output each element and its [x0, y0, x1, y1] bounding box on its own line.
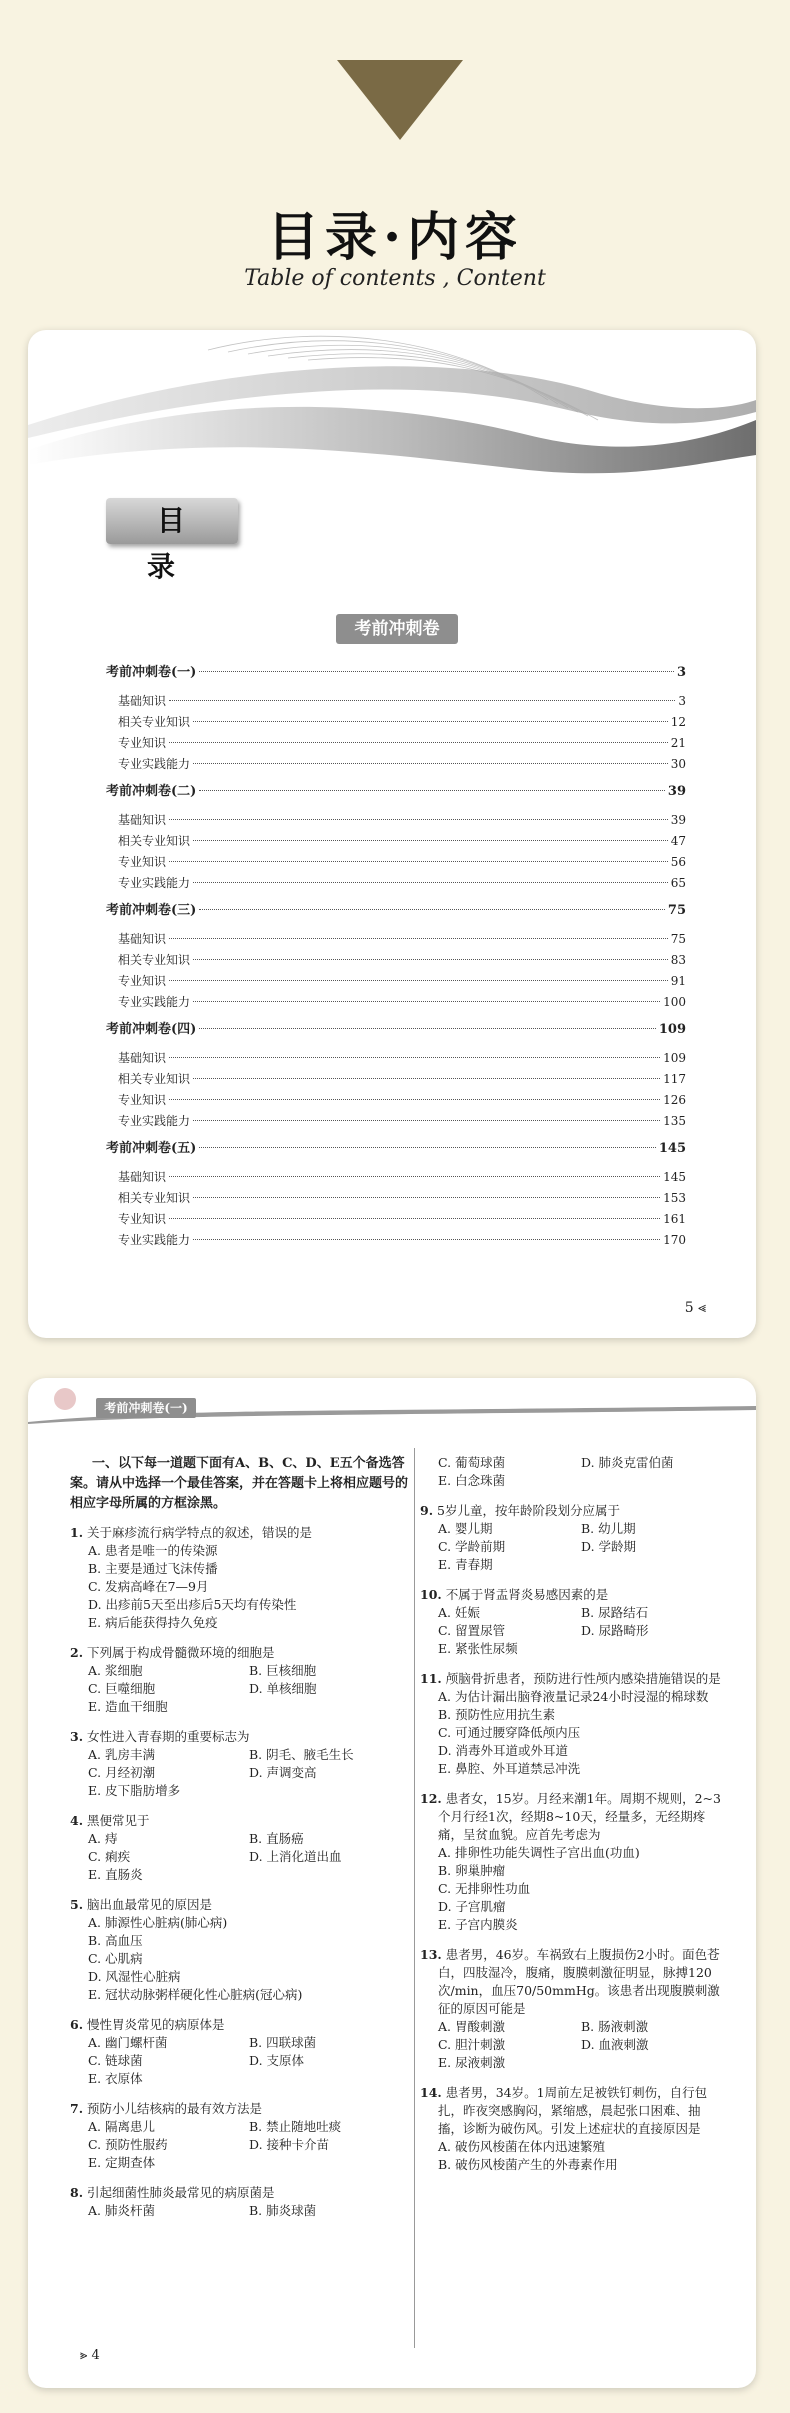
toc-page: 126	[663, 1093, 686, 1107]
toc-page: 39	[667, 784, 686, 799]
option[interactable]: C. 胆汁刺激	[438, 2037, 506, 2052]
option[interactable]: B. 禁止随地吐痰	[249, 2119, 342, 2134]
option[interactable]: E. 直肠炎	[88, 1867, 143, 1882]
question-text: 引起细菌性肺炎最常见的病原菌是	[87, 2185, 275, 2200]
toc-chapter[interactable]	[106, 1138, 686, 1159]
option[interactable]: E. 白念珠菌	[438, 1473, 506, 1488]
toc-item-label: 专业知识	[118, 736, 167, 750]
question	[420, 1454, 724, 1490]
toc-item-label: 专业实践能力	[118, 1114, 191, 1128]
question	[70, 2184, 410, 2220]
option[interactable]: D. 支原体	[249, 2053, 305, 2068]
question-text: 患者男，46岁。车祸致右上腹损伤2小时。面色苍白，四肢湿冷，腹痛，腹膜刺激征明显，脉搏120次/min，血压70/50mmHg。该患者出现腹膜刺激征的原因可能是	[438, 1947, 720, 2016]
toc-page: 100	[663, 995, 686, 1009]
options	[420, 1604, 724, 1658]
toc-item[interactable]	[106, 712, 686, 733]
option[interactable]: A. 幽门螺杆菌	[88, 2035, 168, 2050]
option[interactable]: E. 皮下脂肪增多	[88, 1783, 181, 1798]
options	[420, 1688, 724, 1778]
toc-page: 117	[663, 1072, 686, 1086]
toc-page: 65	[670, 876, 686, 890]
question	[70, 2016, 410, 2088]
option[interactable]: B. 直肠癌	[249, 1831, 304, 1846]
option[interactable]: A. 为估计漏出脑脊液量记录24小时浸湿的棉球数	[438, 1689, 709, 1704]
toc-item[interactable]	[106, 852, 686, 873]
question	[420, 2084, 724, 2174]
leader-dots	[193, 959, 668, 960]
toc-item-label: 专业实践能力	[118, 1233, 191, 1247]
toc-item-label: 相关专业知识	[118, 1191, 191, 1205]
toc-item-label: 专业实践能力	[118, 757, 191, 771]
toc-page: 3	[676, 665, 686, 680]
option[interactable]: C. 留置尿管	[438, 1623, 506, 1638]
right-column	[420, 1454, 724, 2186]
exam-page	[28, 1378, 756, 2388]
question-stem	[420, 1790, 724, 1844]
toc-chapter[interactable]	[106, 900, 686, 921]
option[interactable]: A. 破伤风梭菌在体内迅速繁殖	[438, 2139, 605, 2154]
toc-page: 91	[670, 974, 686, 988]
option[interactable]: D. 消毒外耳道或外耳道	[438, 1743, 569, 1758]
question	[420, 1670, 724, 1778]
toc-item-label: 基础知识	[118, 694, 167, 708]
toc-item-label: 基础知识	[118, 1051, 167, 1065]
question-text: 慢性胃炎常见的病原体是	[87, 2017, 225, 2032]
option[interactable]: A. 肺炎杆菌	[88, 2203, 155, 2218]
option[interactable]: D. 尿路畸形	[581, 1623, 649, 1638]
toc-item[interactable]	[106, 1167, 686, 1188]
toc-list	[106, 656, 686, 1251]
leader-dots	[193, 1239, 660, 1240]
question-text: 黑便常见于	[87, 1813, 150, 1828]
toc-chapter-title: 考前冲刺卷(一)	[106, 665, 197, 680]
toc-label: 目 录	[106, 498, 238, 544]
option[interactable]: C. 月经初潮	[88, 1765, 156, 1780]
question	[70, 1896, 410, 2004]
toc-item-label: 专业知识	[118, 1212, 167, 1226]
toc-page: 56	[670, 855, 686, 869]
toc-item[interactable]	[106, 733, 686, 754]
option[interactable]: E. 尿液刺激	[438, 2055, 506, 2070]
option[interactable]: C. 心肌病	[88, 1951, 143, 1966]
option[interactable]: E. 病后能获得持久免疫	[88, 1615, 218, 1630]
option[interactable]: E. 冠状动脉粥样硬化性心脏病(冠心病)	[88, 1987, 303, 2002]
options	[420, 2138, 724, 2174]
leader-dots	[193, 1078, 660, 1079]
toc-item[interactable]	[106, 873, 686, 894]
question-text: 关于麻疹流行病学特点的叙述，错误的是	[87, 1525, 313, 1540]
toc-page	[28, 330, 756, 1338]
option[interactable]: C. 预防性服药	[88, 2137, 168, 2152]
page-number: ⪢ 4	[80, 2348, 100, 2363]
toc-item[interactable]	[106, 950, 686, 971]
option[interactable]: E. 紧张性尿频	[438, 1641, 518, 1656]
toc-item[interactable]	[106, 929, 686, 950]
triangle-decoration	[337, 60, 463, 140]
question-stem	[70, 1896, 410, 1914]
question	[420, 1790, 724, 1934]
toc-item-label: 基础知识	[118, 932, 167, 946]
option[interactable]: A. 肺源性心脏病(肺心病)	[88, 1915, 228, 1930]
question	[420, 1946, 724, 2072]
options	[420, 2018, 724, 2072]
toc-item[interactable]	[106, 1209, 686, 1230]
options	[70, 2034, 410, 2088]
toc-item[interactable]	[106, 810, 686, 831]
question-number: 13.	[420, 1947, 442, 1962]
question-text: 女性进入青春期的重要标志为	[87, 1729, 250, 1744]
toc-item-label: 相关专业知识	[118, 715, 191, 729]
options	[420, 1844, 724, 1934]
question-text: 5岁儿童，按年龄阶段划分应属于	[437, 1503, 621, 1518]
option[interactable]: D. 肺炎克雷伯菌	[581, 1455, 674, 1470]
toc-chapter[interactable]	[106, 781, 686, 802]
toc-item-label: 基础知识	[118, 1170, 167, 1184]
option[interactable]: B. 肠液刺激	[581, 2019, 649, 2034]
question	[70, 1812, 410, 1884]
question-stem	[70, 2184, 410, 2202]
question-stem	[70, 1728, 410, 1746]
question	[70, 1728, 410, 1800]
toc-item[interactable]	[106, 992, 686, 1013]
option[interactable]: A. 痔	[88, 1831, 118, 1846]
option[interactable]: E. 子宫内膜炎	[438, 1917, 518, 1932]
leader-dots	[169, 1176, 660, 1177]
options	[70, 1830, 410, 1884]
leader-dots	[169, 938, 668, 939]
toc-page: 39	[670, 813, 686, 827]
option[interactable]: A. 浆细胞	[88, 1663, 143, 1678]
toc-item[interactable]	[106, 1090, 686, 1111]
option[interactable]: B. 肺炎球菌	[249, 2203, 317, 2218]
question-number: 7.	[70, 2101, 84, 2116]
toc-item[interactable]	[106, 831, 686, 852]
option[interactable]: A. 隔离患儿	[88, 2119, 155, 2134]
toc-page: 170	[663, 1233, 686, 1247]
option[interactable]: B. 四联球菌	[249, 2035, 317, 2050]
logo-icon	[54, 1388, 76, 1410]
section-heading: 考前冲刺卷	[336, 614, 458, 644]
question-text: 脑出血最常见的原因是	[87, 1897, 213, 1912]
question-stem	[70, 1812, 410, 1830]
question-stem	[70, 2100, 410, 2118]
leader-dots	[169, 1057, 660, 1058]
toc-item-label: 基础知识	[118, 813, 167, 827]
toc-item[interactable]	[106, 1111, 686, 1132]
leader-dots	[169, 1218, 660, 1219]
question-number: 4.	[70, 1813, 84, 1828]
question-number: 12.	[420, 1791, 442, 1806]
option[interactable]: C. 葡萄球菌	[438, 1455, 506, 1470]
option[interactable]: A. 妊娠	[438, 1605, 480, 1620]
toc-page: 47	[670, 834, 686, 848]
leader-dots	[169, 742, 668, 743]
option[interactable]: B. 幼儿期	[581, 1521, 636, 1536]
question	[420, 1586, 724, 1658]
leader-dots	[193, 840, 668, 841]
question	[70, 1644, 410, 1716]
option[interactable]: C. 无排卵性功血	[438, 1881, 531, 1896]
options	[70, 1662, 410, 1716]
toc-page: 12	[670, 715, 686, 729]
toc-chapter-title: 考前冲刺卷(三)	[106, 903, 197, 918]
option[interactable]: B. 阴毛、腋毛生长	[249, 1747, 354, 1762]
options	[420, 1454, 724, 1490]
toc-item-label: 专业实践能力	[118, 876, 191, 890]
option[interactable]: B. 卵巢肿瘤	[438, 1863, 506, 1878]
question-number: 10.	[420, 1587, 442, 1602]
question-text: 颅脑骨折患者，预防进行性颅内感染措施错误的是	[445, 1671, 721, 1686]
leader-dots	[199, 790, 665, 791]
toc-item-label: 专业知识	[118, 1093, 167, 1107]
option[interactable]: D. 接种卡介苗	[249, 2137, 330, 2152]
option[interactable]: C. 巨噬细胞	[88, 1681, 156, 1696]
option[interactable]: D. 学龄期	[581, 1539, 637, 1554]
options	[70, 2118, 410, 2172]
option[interactable]: D. 声调变高	[249, 1765, 317, 1780]
page-subtitle: Table of contents , Content	[244, 266, 546, 291]
question-number: 8.	[70, 2185, 84, 2200]
question-stem	[420, 1502, 724, 1520]
question-stem	[420, 1670, 724, 1688]
leader-dots	[169, 819, 668, 820]
option[interactable]: A. 婴儿期	[438, 1521, 493, 1536]
question	[70, 2100, 410, 2172]
question	[420, 1502, 724, 1574]
question	[70, 1524, 410, 1632]
leader-dots	[169, 980, 668, 981]
question-text: 患者男，34岁。1周前左足被铁钉刺伤，自行包扎，昨夜突感胸闷，紧缩感，晨起张口困难、抽搐，诊断为破伤风。引发上述症状的直接原因是	[438, 2085, 708, 2136]
leader-dots	[193, 1197, 660, 1198]
leader-dots	[193, 763, 668, 764]
leader-dots	[169, 700, 675, 701]
option[interactable]: B. 破伤风梭菌产生的外毒素作用	[438, 2157, 618, 2172]
question-stem	[70, 1644, 410, 1662]
question-number: 1.	[70, 1525, 84, 1540]
question-number: 6.	[70, 2017, 84, 2032]
option[interactable]: E. 鼻腔、外耳道禁忌冲洗	[438, 1761, 581, 1776]
toc-item-label: 专业知识	[118, 855, 167, 869]
leader-dots	[169, 1099, 660, 1100]
option[interactable]: D. 单核细胞	[249, 1681, 317, 1696]
option[interactable]: D. 出疹前5天至出疹后5天均有传染性	[88, 1597, 297, 1612]
toc-item-label: 专业实践能力	[118, 995, 191, 1009]
question-text: 下列属于构成骨髓微环境的细胞是	[87, 1645, 275, 1660]
question-stem	[420, 1946, 724, 2018]
option[interactable]: A. 胃酸刺激	[438, 2019, 505, 2034]
option[interactable]: E. 定期查体	[88, 2155, 156, 2170]
question-text: 患者女，15岁。月经来潮1年。周期不规则，2~3个月行经1次，经期8~10天，经量多，无经期疼痛，呈贫血貌。应首先考虑为	[438, 1791, 721, 1842]
question-number: 9.	[420, 1503, 434, 1518]
question-number: 3.	[70, 1729, 84, 1744]
question-number: 11.	[420, 1671, 442, 1686]
options	[70, 2202, 410, 2220]
toc-page: 30	[670, 757, 686, 771]
toc-item[interactable]	[106, 971, 686, 992]
options	[70, 1542, 410, 1632]
toc-item[interactable]	[106, 1069, 686, 1090]
option[interactable]: D. 风湿性心脏病	[88, 1969, 181, 1984]
option[interactable]: E. 衣原体	[88, 2071, 143, 2086]
toc-chapter[interactable]	[106, 1019, 686, 1040]
toc-item[interactable]	[106, 1188, 686, 1209]
option[interactable]: C. 发病高峰在7—9月	[88, 1579, 209, 1594]
option[interactable]: B. 主要是通过飞沫传播	[88, 1561, 218, 1576]
toc-item-label: 相关专业知识	[118, 1072, 191, 1086]
options	[70, 1914, 410, 2004]
question-number: 14.	[420, 2085, 442, 2100]
options	[70, 1746, 410, 1800]
option[interactable]: B. 巨核细胞	[249, 1663, 317, 1678]
question-stem	[70, 2016, 410, 2034]
option[interactable]: B. 预防性应用抗生素	[438, 1707, 556, 1722]
toc-item-label: 相关专业知识	[118, 953, 191, 967]
toc-page: 83	[670, 953, 686, 967]
option[interactable]: C. 痢疾	[88, 1849, 131, 1864]
leader-dots	[199, 909, 665, 910]
option[interactable]: E. 造血干细胞	[88, 1699, 168, 1714]
option[interactable]: D. 子宫肌瘤	[438, 1899, 506, 1914]
toc-item-label: 专业知识	[118, 974, 167, 988]
option[interactable]: B. 尿路结石	[581, 1605, 649, 1620]
toc-page: 75	[670, 932, 686, 946]
option[interactable]: D. 血液刺激	[581, 2037, 649, 2052]
leader-dots	[193, 1001, 660, 1002]
toc-item[interactable]	[106, 1230, 686, 1251]
page-title: 目录·内容	[266, 207, 524, 268]
leader-dots	[193, 1120, 660, 1121]
question-stem	[420, 1586, 724, 1604]
leader-dots	[169, 861, 668, 862]
toc-page: 145	[663, 1170, 686, 1184]
question-stem	[420, 2084, 724, 2138]
toc-page: 135	[663, 1114, 686, 1128]
options	[420, 1520, 724, 1574]
toc-page: 109	[663, 1051, 686, 1065]
leader-dots	[199, 1028, 656, 1029]
leader-dots	[193, 882, 668, 883]
option[interactable]: B. 高血压	[88, 1933, 143, 1948]
toc-page: 161	[663, 1212, 686, 1226]
toc-chapter-title: 考前冲刺卷(二)	[106, 784, 197, 799]
option[interactable]: A. 患者是唯一的传染源	[88, 1543, 218, 1558]
exam-header: 考前冲刺卷(一)	[96, 1398, 196, 1418]
page-number: 5 ⪡	[684, 1300, 706, 1316]
option[interactable]: E. 青春期	[438, 1557, 493, 1572]
toc-page: 153	[663, 1191, 686, 1205]
option[interactable]: A. 乳房丰满	[88, 1747, 155, 1762]
toc-page: 145	[658, 1141, 686, 1156]
toc-chapter-title: 考前冲刺卷(四)	[106, 1022, 197, 1037]
leader-dots	[199, 1147, 656, 1148]
option[interactable]: C. 可通过腰穿降低颅内压	[438, 1725, 581, 1740]
option[interactable]: D. 上消化道出血	[249, 1849, 342, 1864]
toc-item[interactable]	[106, 754, 686, 775]
toc-item[interactable]	[106, 691, 686, 712]
option[interactable]: C. 学龄前期	[438, 1539, 506, 1554]
question-number: 5.	[70, 1897, 84, 1912]
instruction: 一、以下每一道题下面有A、B、C、D、E五个备选答案。请从中选择一个最佳答案，并在答题卡上将相应题号的相应字母所属的方框涂黑。	[70, 1456, 409, 1511]
leader-dots	[199, 671, 674, 672]
toc-page: 21	[670, 736, 686, 750]
toc-chapter[interactable]	[106, 662, 686, 683]
toc-chapter-title: 考前冲刺卷(五)	[106, 1141, 197, 1156]
toc-page: 75	[667, 903, 686, 918]
wave-decoration	[28, 330, 756, 490]
column-divider	[414, 1448, 415, 2348]
option[interactable]: C. 链球菌	[88, 2053, 143, 2068]
question-text: 预防小儿结核病的最有效方法是	[87, 2101, 263, 2116]
option[interactable]: A. 排卵性功能失调性子宫出血(功血)	[438, 1845, 640, 1860]
toc-page: 109	[658, 1022, 686, 1037]
toc-item[interactable]	[106, 1048, 686, 1069]
question-text: 不属于肾盂肾炎易感因素的是	[445, 1587, 609, 1602]
leader-dots	[193, 721, 668, 722]
toc-page: 3	[678, 694, 686, 708]
question-number: 2.	[70, 1645, 84, 1660]
question-stem	[70, 1524, 410, 1542]
left-column	[70, 1454, 410, 2232]
toc-item-label: 相关专业知识	[118, 834, 191, 848]
